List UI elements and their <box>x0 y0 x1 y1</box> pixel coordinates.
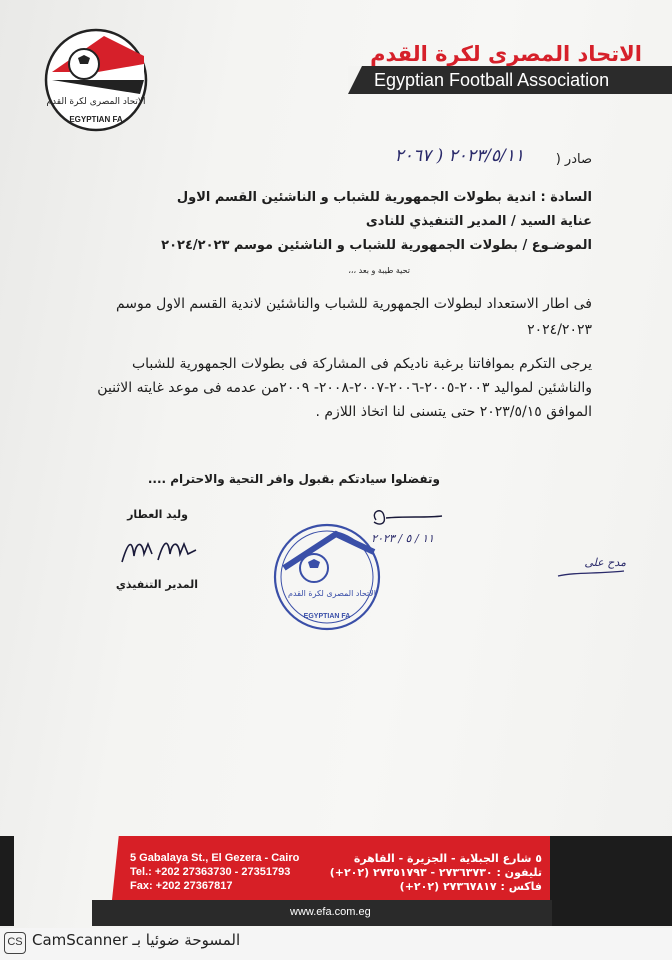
footer-address-en: 5 Gabalaya St., El Gezera - Cairo <box>130 852 300 864</box>
subject-line: الموضـوع / بطولات الجمهورية للشباب و الناشئين موسم ٢٠٢٤/٢٠٢٣ <box>161 238 592 253</box>
footer-tel-en: Tel.: +202 27363730 - 27351793 <box>130 866 291 878</box>
header-title-en: Egyptian Football Association <box>348 66 672 94</box>
paragraph-2-line-3: الموافق ٢٠٢٣/٥/١٥ حتى يتسنى لنا اتخاذ اللازم . <box>315 404 592 420</box>
paragraph-1-line-1: فى اطار الاستعداد لبطولات الجمهورية للشباب والناشئين لاندية القسم الاول موسم <box>115 296 592 312</box>
footer-left-band <box>0 836 14 926</box>
stamp-text-ar: الاتحاد المصرى لكرة القدم <box>287 589 377 598</box>
signer-title: المدير التنفيذي <box>115 578 198 591</box>
scanner-label: المسوحة ضوئيا بـ CamScanner <box>32 931 241 949</box>
handwritten-date: ١١ / ٥ / ٢٠٢٣ <box>371 532 434 545</box>
closing-line: وتفضلوا سيادتكم بقبول وافر التحية والاحترام .... <box>147 472 440 486</box>
reference-number: ٢٠٢٣/٥/١١ ( ٢٠٦٧ <box>394 146 524 166</box>
official-stamp <box>272 522 382 632</box>
addressee-line: السادة : اندية بطولات الجمهورية للشباب و الناشئين القسم الاول <box>176 190 592 205</box>
header-title-ar: الاتحاد المصرى لكرة القدم <box>370 42 642 66</box>
handwritten-underline <box>556 568 626 580</box>
greeting: تحية طيبة و بعد ،،، <box>348 266 410 275</box>
footer-tel-ar: تليفون : ٢٧٣٦٣٧٣٠ - ٢٧٣٥١٧٩٣ (٢٠٢+) <box>329 866 542 879</box>
attention-line: عناية السيد / المدير التنفيذي للنادى <box>365 214 592 229</box>
camscanner-icon: CS <box>4 932 26 954</box>
signer-name: وليد العطار <box>127 508 188 521</box>
footer-address-ar: ٥ شارع الجبلاية - الجزيرة - القاهرة <box>353 852 542 865</box>
handwritten-note: مدح على <box>584 556 626 569</box>
logo-text-ar: الاتحاد المصرى لكرة القدم <box>46 97 146 107</box>
footer-website: www.efa.com.eg <box>290 906 371 918</box>
footer-fax-ar: فاكس : ٢٧٣٦٧٨١٧ (٢٠٢+) <box>399 880 542 893</box>
paragraph-2-line-2: والناشئين لمواليد ٢٠٠٣-٢٠٠٥-٢٠٠٦-٢٠٠٧-٢٠٠٨- ٢٠٠٩من عدمه فى موعد غايته الاثنين <box>97 380 592 396</box>
reference-label: صادر ( <box>555 152 592 167</box>
stamp-text-en: EGYPTIAN FA <box>303 613 351 620</box>
footer-right-band <box>550 836 672 926</box>
paragraph-2-line-1: يرجى التكرم بموافاتنا برغبة ناديكم فى المشاركة فى بطولات الجمهورية للشباب <box>131 356 592 372</box>
efa-logo <box>44 28 148 132</box>
logo-text-en: EGYPTIAN FA <box>69 115 123 124</box>
signature <box>118 532 200 572</box>
paragraph-1-line-2: ٢٠٢٤/٢٠٢٣ <box>527 322 592 338</box>
footer-fax-en: Fax: +202 27367817 <box>130 880 233 892</box>
